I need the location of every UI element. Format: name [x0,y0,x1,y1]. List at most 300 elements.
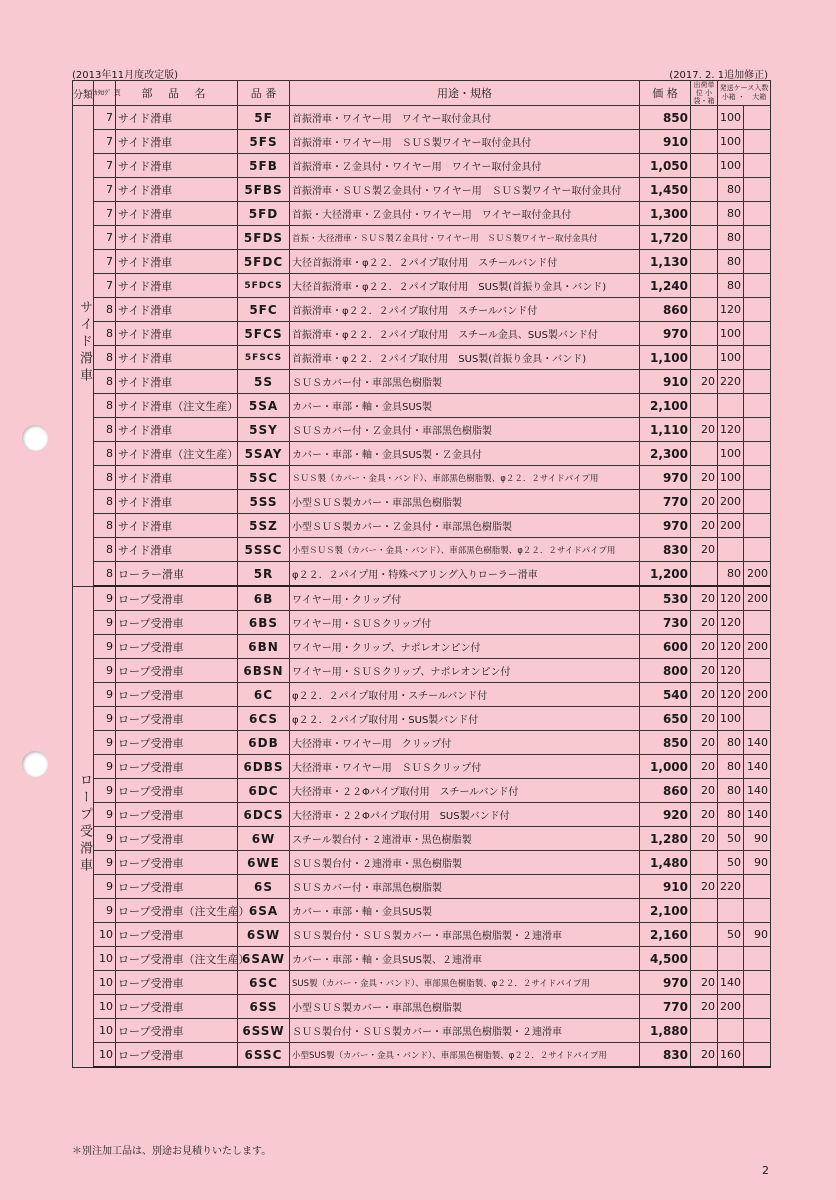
large-box-qty [744,490,771,514]
table-row [73,659,771,683]
col-category: 分類 [73,81,94,106]
part-code: 5FS [238,130,290,154]
large-box-qty [744,130,771,154]
catalog-page: 7 [94,226,116,250]
small-box-qty: 50 [718,827,744,851]
catalog-page: 8 [94,514,116,538]
catalog-page: 8 [94,442,116,466]
part-name: サイド滑車 [116,514,238,538]
part-code: 6SAW [238,947,290,971]
small-box-qty: 80 [718,803,744,827]
large-box-qty [744,178,771,202]
large-box-qty [744,418,771,442]
part-code: 5FCS [238,322,290,346]
ship-unit: 20 [691,611,718,635]
ship-unit: 20 [691,538,718,562]
ship-unit [691,298,718,322]
small-box-qty: 220 [718,370,744,394]
part-price: 830 [640,538,691,562]
ship-unit [691,130,718,154]
part-spec: 大径滑車・ワイヤー用 ＳＵＳクリップ付 [290,755,640,779]
part-spec: 首振・大径滑車・ＳＵＳ製Ｚ金具付・ワイヤー用 ＳＵＳ製ワイヤー取付金具付 [290,226,640,250]
ship-unit [691,1019,718,1043]
part-price: 1,280 [640,827,691,851]
small-box-qty: 100 [718,154,744,178]
large-box-qty [744,442,771,466]
part-price: 1,880 [640,1019,691,1043]
large-box-qty [744,466,771,490]
part-price: 800 [640,659,691,683]
part-code: 6BSN [238,659,290,683]
part-price: 850 [640,731,691,755]
part-price: 1,450 [640,178,691,202]
part-spec: 大径首振滑車・φ２２．２パイプ取付用 スチールバンド付 [290,250,640,274]
col-catalog-page: ｶﾀﾛｸﾞ 頁 [94,81,116,106]
part-price: 1,100 [640,346,691,370]
large-box-qty: 140 [744,779,771,803]
large-box-qty [744,322,771,346]
large-box-qty: 140 [744,731,771,755]
part-spec: 小型ＳＵＳ製カバー・車部黒色樹脂製 [290,490,640,514]
part-code: 6DCS [238,803,290,827]
catalog-page: 9 [94,827,116,851]
part-code: 5FDC [238,250,290,274]
part-price: 910 [640,130,691,154]
ship-unit [691,274,718,298]
part-price: 650 [640,707,691,731]
part-code: 6W [238,827,290,851]
large-box-qty [744,202,771,226]
part-name: ロープ受滑車 [116,1043,238,1068]
small-box-qty: 160 [718,1043,744,1068]
small-box-qty: 120 [718,683,744,707]
small-box-qty: 80 [718,755,744,779]
small-box-qty: 220 [718,875,744,899]
part-code: 5SZ [238,514,290,538]
part-price: 2,300 [640,442,691,466]
table-row [73,370,771,394]
catalog-page: 9 [94,803,116,827]
table-row [73,466,771,490]
category-label [73,586,94,1067]
col-small-box: 小箱 ・ [721,93,745,101]
part-price: 850 [640,106,691,130]
large-box-qty: 90 [744,827,771,851]
large-box-qty [744,659,771,683]
part-price: 1,050 [640,154,691,178]
part-spec: φ２２．２パイプ取付用・スチールバンド付 [290,683,640,707]
catalog-page: 8 [94,370,116,394]
large-box-qty [744,346,771,370]
part-price: 920 [640,803,691,827]
part-name: サイド滑車 [116,490,238,514]
catalog-page: 9 [94,779,116,803]
table-row [73,514,771,538]
catalog-page: 10 [94,1043,116,1068]
catalog-page: 9 [94,851,116,875]
large-box-qty: 200 [744,635,771,659]
table-row [73,154,771,178]
small-box-qty: 100 [718,346,744,370]
large-box-qty [744,1043,771,1068]
catalog-page: 8 [94,538,116,562]
part-code: 5R [238,562,290,587]
table-row [73,226,771,250]
part-name: ロープ受滑車 [116,779,238,803]
part-price: 910 [640,370,691,394]
page-number: 2 [762,1164,769,1177]
large-box-qty [744,1019,771,1043]
catalog-page: 9 [94,899,116,923]
large-box-qty: 200 [744,586,771,611]
part-price: 970 [640,971,691,995]
part-name: ロープ受滑車 [116,995,238,1019]
part-code: 5FB [238,154,290,178]
part-name: サイド滑車 [116,226,238,250]
large-box-qty: 200 [744,683,771,707]
small-box-qty: 80 [718,178,744,202]
part-code: 6DC [238,779,290,803]
part-price: 1,480 [640,851,691,875]
part-name: ロープ受滑車 [116,707,238,731]
large-box-qty: 140 [744,803,771,827]
part-name: サイド滑車 [116,274,238,298]
catalog-page: 8 [94,298,116,322]
part-spec: ＳＵＳ製台付・２連滑車・黒色樹脂製 [290,851,640,875]
part-name: ロープ受滑車 [116,1019,238,1043]
part-price: 970 [640,514,691,538]
catalog-page: 9 [94,683,116,707]
part-price: 2,100 [640,899,691,923]
part-name: ロープ受滑車 [116,923,238,947]
ship-unit: 20 [691,659,718,683]
part-code: 5FD [238,202,290,226]
part-code: 5FBS [238,178,290,202]
catalog-page: 8 [94,562,116,587]
part-price: 1,200 [640,562,691,587]
part-spec: 首振滑車・ワイヤー用 ワイヤー取付金具付 [290,106,640,130]
large-box-qty [744,298,771,322]
part-spec: ＳＵＳカバー付・車部黒色樹脂製 [290,875,640,899]
catalog-page: 10 [94,923,116,947]
col-spec: 用途・規格 [290,81,640,106]
small-box-qty: 80 [718,562,744,587]
part-spec: ＳＵＳ製（カバー・金具・バンド）、車部黒色樹脂製、φ２２．２サイドパイプ用 [290,466,640,490]
part-name: サイド滑車 [116,418,238,442]
catalog-page: 10 [94,947,116,971]
catalog-page: 9 [94,635,116,659]
part-code: 6SA [238,899,290,923]
catalog-page: 9 [94,586,116,611]
part-name: サイド滑車 [116,466,238,490]
small-box-qty: 80 [718,250,744,274]
part-price: 540 [640,683,691,707]
table-row [73,538,771,562]
part-code: 5FDCS [238,274,290,298]
catalog-page: 8 [94,322,116,346]
part-code: 5SS [238,490,290,514]
catalog-page: 9 [94,611,116,635]
footnote: ＊別注加工品は、別途お見積りいたします。 [72,1146,272,1157]
large-box-qty [744,226,771,250]
large-box-qty [744,875,771,899]
part-name: サイド滑車 [116,130,238,154]
part-name: ロープ受滑車（注文生産） [116,899,238,923]
large-box-qty: 90 [744,923,771,947]
ship-unit [691,899,718,923]
part-code: 6SSW [238,1019,290,1043]
catalog-page: 7 [94,250,116,274]
catalog-page: 9 [94,755,116,779]
small-box-qty: 120 [718,635,744,659]
ship-unit: 20 [691,683,718,707]
large-box-qty: 140 [744,755,771,779]
ship-unit [691,851,718,875]
large-box-qty [744,394,771,418]
table-row [73,1019,771,1043]
part-spec: ＳＵＳ製台付・ＳＵＳ製カバー・車部黒色樹脂製・２連滑車 [290,923,640,947]
part-price: 970 [640,322,691,346]
small-box-qty [718,394,744,418]
catalog-page: 9 [94,659,116,683]
table-row [73,418,771,442]
table-row [73,971,771,995]
small-box-qty: 100 [718,130,744,154]
table-row [73,562,771,587]
col-ship-case-label: 発送ケース入数 [719,84,769,92]
small-box-qty: 80 [718,202,744,226]
part-name: ロープ受滑車 [116,659,238,683]
ship-unit [691,322,718,346]
part-spec: ワイヤー用・ＳＵＳクリップ、ナポレオンピン付 [290,659,640,683]
part-price: 910 [640,875,691,899]
part-code: 5SSC [238,538,290,562]
part-spec: 大径首振滑車・φ２２．２パイプ取付用 SUS製(首振り金具・バンド) [290,274,640,298]
revision-label: (2017. 2. 1追加修正) [669,70,768,81]
small-box-qty: 50 [718,851,744,875]
ship-unit: 20 [691,995,718,1019]
part-name: サイド滑車 [116,538,238,562]
catalog-page: 10 [94,995,116,1019]
part-name: ロープ受滑車 [116,635,238,659]
part-spec: 大径滑車・ワイヤー用 クリップ付 [290,731,640,755]
table-row [73,442,771,466]
part-price: 1,240 [640,274,691,298]
ship-unit [691,226,718,250]
small-box-qty: 80 [718,779,744,803]
table-header-row [73,81,771,106]
part-name: ロープ受滑車 [116,586,238,611]
part-spec: 小型ＳＵＳ製カバー・車部黒色樹脂製 [290,995,640,1019]
small-box-qty [718,538,744,562]
part-spec: ワイヤー用・ＳＵＳクリップ付 [290,611,640,635]
part-spec: 首振・大径滑車・Ｚ金具付・ワイヤー用 ワイヤー取付金具付 [290,202,640,226]
table-row [73,322,771,346]
part-spec: 首振滑車・φ２２．２パイプ取付用 スチール金具、SUS製バンド付 [290,322,640,346]
table-row [73,731,771,755]
part-name: サイド滑車 [116,322,238,346]
small-box-qty: 200 [718,514,744,538]
ship-unit [691,923,718,947]
part-spec: カバー・車部・軸・金具SUS製 [290,394,640,418]
part-name: ローラー滑車 [116,562,238,587]
col-ship-case [718,81,771,106]
part-price: 770 [640,995,691,1019]
part-name: サイド滑車 [116,346,238,370]
small-box-qty [718,1019,744,1043]
table-row [73,779,771,803]
catalog-page: 8 [94,394,116,418]
price-table [72,80,771,1068]
part-code: 6SC [238,971,290,995]
part-price: 1,300 [640,202,691,226]
table-row [73,923,771,947]
table-row [73,707,771,731]
part-code: 5SAY [238,442,290,466]
catalog-page: 8 [94,490,116,514]
small-box-qty: 140 [718,971,744,995]
part-code: 6DBS [238,755,290,779]
part-code: 5FDS [238,226,290,250]
catalog-page: 7 [94,178,116,202]
part-code: 6C [238,683,290,707]
part-name: サイド滑車 [116,178,238,202]
part-name: ロープ受滑車 [116,755,238,779]
large-box-qty [744,370,771,394]
small-box-qty: 120 [718,586,744,611]
small-box-qty: 100 [718,106,744,130]
catalog-page: 9 [94,731,116,755]
part-name: ロープ受滑車 [116,851,238,875]
ship-unit: 20 [691,803,718,827]
part-spec: SUS製（カバー・金具・バンド）、車部黒色樹脂製、φ２２．２サイドパイプ用 [290,971,640,995]
category-label [73,106,94,587]
part-name: サイド滑車 [116,202,238,226]
part-code: 5FC [238,298,290,322]
table-row [73,635,771,659]
table-row [73,683,771,707]
large-box-qty [744,995,771,1019]
part-code: 6SW [238,923,290,947]
table-row [73,899,771,923]
small-box-qty [718,947,744,971]
large-box-qty [744,611,771,635]
table-row [73,611,771,635]
part-spec: ＳＵＳ製台付・ＳＵＳ製カバー・車部黒色樹脂製・２連滑車 [290,1019,640,1043]
small-box-qty: 120 [718,611,744,635]
category-text: ロープ受滑車 [77,772,92,875]
part-price: 1,000 [640,755,691,779]
part-spec: 首振滑車・φ２２．２パイプ取付用 スチールバンド付 [290,298,640,322]
ship-unit [691,442,718,466]
part-spec: 首振滑車・ワイヤー用 ＳＵＳ製ワイヤー取付金具付 [290,130,640,154]
large-box-qty [744,947,771,971]
large-box-qty [744,538,771,562]
large-box-qty: 90 [744,851,771,875]
table-row [73,1043,771,1068]
large-box-qty [744,250,771,274]
small-box-qty: 80 [718,226,744,250]
part-spec: φ２２．２パイプ用・特殊ベアリング入りローラー滑車 [290,562,640,587]
part-code: 5F [238,106,290,130]
table-row [73,586,771,611]
part-spec: ＳＵＳカバー付・車部黒色樹脂製 [290,370,640,394]
table-row [73,947,771,971]
large-box-qty [744,707,771,731]
table-row [73,202,771,226]
table-row [73,394,771,418]
part-price: 860 [640,779,691,803]
catalog-page: 10 [94,971,116,995]
ship-unit [691,250,718,274]
table-row [73,875,771,899]
part-name: サイド滑車 [116,250,238,274]
col-part-no: 品 番 [238,81,290,106]
part-price: 1,720 [640,226,691,250]
ship-unit [691,178,718,202]
small-box-qty: 120 [718,418,744,442]
part-spec: ＳＵＳカバー付・Ｚ金具付・車部黒色樹脂製 [290,418,640,442]
part-spec: 小型ＳＵＳ製カバー・Ｚ金具付・車部黒色樹脂製 [290,514,640,538]
large-box-qty: 200 [744,562,771,587]
part-price: 830 [640,1043,691,1068]
small-box-qty: 200 [718,490,744,514]
part-code: 6SSC [238,1043,290,1068]
table-row [73,298,771,322]
col-part-name: 部 品 名 [116,81,238,106]
part-price: 970 [640,466,691,490]
catalog-page: 9 [94,875,116,899]
ship-unit [691,394,718,418]
ship-unit [691,346,718,370]
ship-unit: 20 [691,490,718,514]
small-box-qty: 100 [718,466,744,490]
part-name: サイド滑車 [116,154,238,178]
part-spec: 首振滑車・Ｚ金具付・ワイヤー用 ワイヤー取付金具付 [290,154,640,178]
part-code: 5SA [238,394,290,418]
small-box-qty: 120 [718,298,744,322]
catalog-page: 10 [94,1019,116,1043]
part-price: 1,110 [640,418,691,442]
table-row [73,995,771,1019]
catalog-page: 8 [94,466,116,490]
part-code: 6BN [238,635,290,659]
part-name: サイド滑車（注文生産） [116,394,238,418]
table-row [73,827,771,851]
catalog-page: 7 [94,274,116,298]
catalog-page: 7 [94,130,116,154]
part-name: ロープ受滑車 [116,731,238,755]
ship-unit: 20 [691,466,718,490]
part-name: サイド滑車 [116,298,238,322]
col-unit: 出荷単位 小袋・箱 [691,81,718,106]
part-price: 600 [640,635,691,659]
ship-unit [691,154,718,178]
table-row [73,250,771,274]
table-row [73,755,771,779]
large-box-qty [744,971,771,995]
small-box-qty [718,899,744,923]
ship-unit: 20 [691,875,718,899]
part-name: ロープ受滑車（注文生産） [116,947,238,971]
ship-unit: 20 [691,635,718,659]
part-name: ロープ受滑車 [116,971,238,995]
part-spec: ワイヤー用・クリップ付 [290,586,640,611]
part-code: 5SC [238,466,290,490]
small-box-qty: 100 [718,322,744,346]
category-text: サイド滑車 [77,300,92,386]
large-box-qty [744,274,771,298]
